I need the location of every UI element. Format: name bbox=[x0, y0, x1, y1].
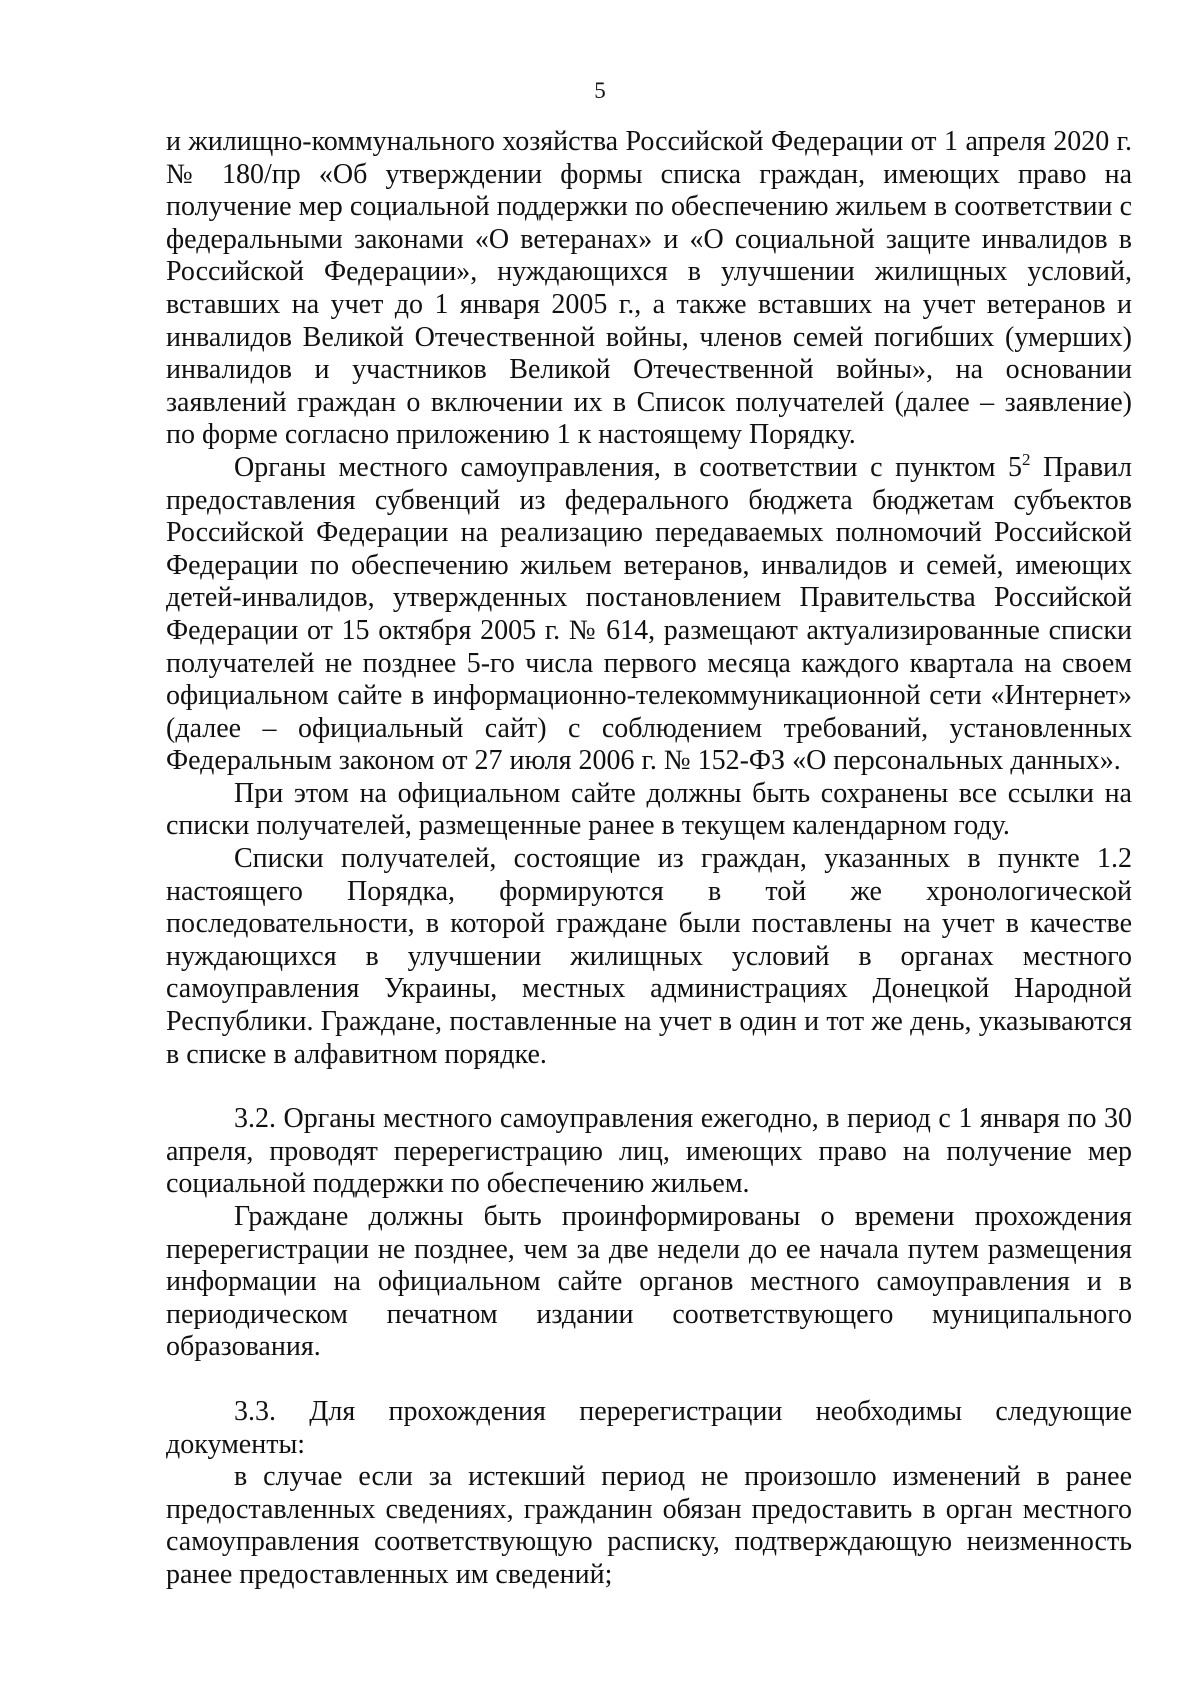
paragraph-2-text-end: Правил предоставления субвенций из федерального бюджета бюджетам субъектов Российской Федерации на реализацию передаваемых полномочий Российской Федерации по обеспечению жильем ветеранов, инвалидов и семей, имеющих детей-инвалидов, утвержденных постановлением Правительства Российской Федерации от 15 октября 2005 г. № 614, размещают актуализированные списки получателей не позднее 5-го числа первого месяца каждого квартала на своем официальном сайте в информационно-телекоммуникационной сети «Интернет» (далее – официальный сайт) с соблюдением требований, установленных Федеральным законом от 27 июля 2006 г. № 152-ФЗ «О персональных данных». bbox=[166, 451, 1132, 777]
paragraph-6: Граждане должны быть проинформированы о времени прохождения перерегистрации не позднее, чем за две недели до ее начала путем размещения информации на официальном сайте органов местного самоуправления и в периодическом печатном издании соответствующего муниципального образования. bbox=[166, 1201, 1132, 1363]
paragraph-2-text-start: Органы местного самоуправления, в соответствии с пунктом 5 bbox=[234, 451, 1023, 483]
paragraph-8: в случае если за истекший период не произошло изменений в ранее предоставленных сведениях, гражданин обязан предоставить в орган местного самоуправления соответствующую расписку, подтверждающую неизменность ранее предоставленных им сведений; bbox=[166, 1461, 1132, 1590]
paragraph-3: При этом на официальном сайте должны быть сохранены все ссылки на списки получателей, размещенные ранее в текущем календарном году. bbox=[166, 777, 1132, 842]
page-number: 5 bbox=[594, 78, 606, 103]
section-3-3-paragraph: 3.3. Для прохождения перерегистрации необходимы следующие документы: bbox=[166, 1395, 1132, 1460]
paragraph-1: и жилищно-коммунального хозяйства Российской Федерации от 1 апреля 2020 г. № 180/пр «Об утверждении формы списка граждан, имеющих право на получение мер социальной поддержки по обеспечению жильем в соответствии с федеральными законами «О ветеранах» и «О социальной защите инвалидов в Российской Федерации», нуждающихся в улучшении жилищных условий, вставших на учет до 1 января 2005 г., а также вставших на учет ветеранов и инвалидов Великой Отечественной войны, членов семей погибших (умерших) инвалидов и участников Великой Отечественной войны», на основании заявлений граждан о включении их в Список получателей (далее – заявление) по форме согласно приложению 1 к настоящему Порядку. bbox=[166, 126, 1132, 451]
paragraph-4: Списки получателей, состоящие из граждан, указанных в пункте 1.2 настоящего Порядка, формируются в той же хронологической последовательности, в которой граждане были поставлены на учет в качестве нуждающихся в улучшении жилищных условий в органах местного самоуправления Украины, местных администрациях Донецкой Народной Республики. Граждане, поставленные на учет в один и тот же день, указываются в списке в алфавитном порядке. bbox=[166, 843, 1132, 1070]
document-body bbox=[166, 126, 1132, 1592]
paragraph-2 bbox=[166, 449, 1132, 778]
paragraph-2-superscript: 2 bbox=[1022, 449, 1031, 469]
section-3-2-paragraph: 3.2. Органы местного самоуправления ежегодно, в период с 1 января по 30 апреля, проводят перерегистрацию лиц, имеющих право на получение мер социальной поддержки по обеспечению жильем. bbox=[166, 1103, 1132, 1200]
